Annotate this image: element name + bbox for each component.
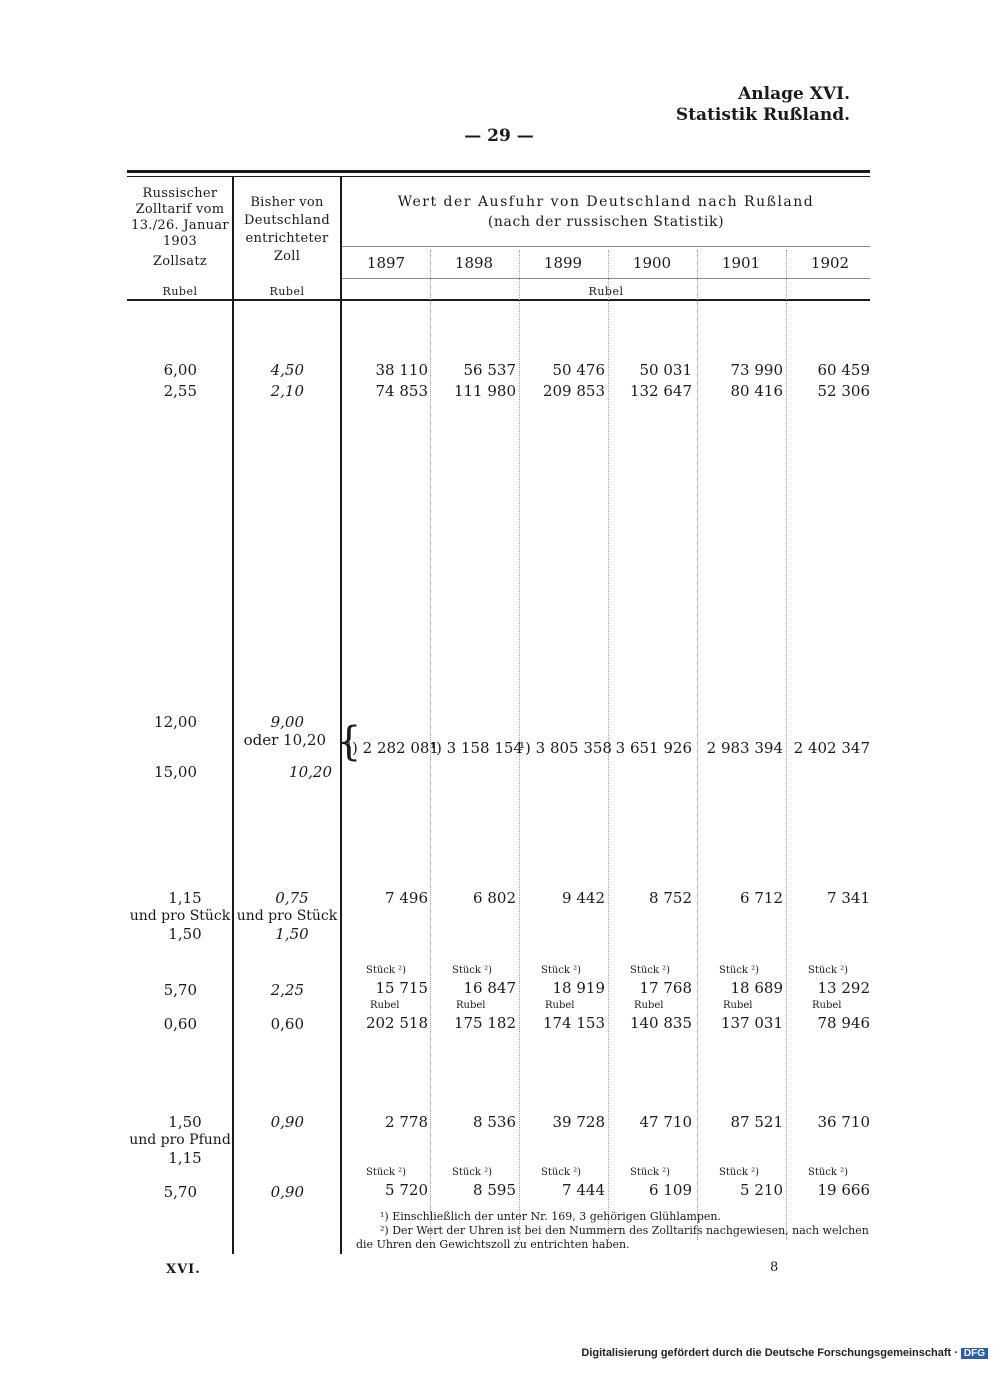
col1-unit: Rubel [162,285,198,298]
unit-label: Rubel [634,1000,664,1011]
value-cell: 18 689 [730,979,783,997]
dfg-credit [581,1347,988,1359]
unit-label: Stück ²) [366,1167,407,1178]
bisher-zoll: 0,90 [270,1113,304,1131]
main-title: Wert der Ausfuhr von Deutschland nach Rußland (nach der russischen Statistik) [397,194,815,230]
zollsatz: 15,00 [154,763,197,781]
value-cell: 6 802 [473,889,516,907]
col2-header: Bisher von Deutschland entrichteter Zoll [244,195,330,264]
footnote-2-continued: die Uhren den Gewichtszoll zu entrichten haben. [356,1238,630,1251]
value-cell: 2 402 347 [793,739,870,757]
value-cell: 209 853 [542,382,605,400]
value-cell: 8 752 [649,889,692,907]
value-cell: 7 341 [827,889,870,907]
bisher-zoll: 0,90 [270,1183,304,1201]
page-number: — 29 — [464,126,534,146]
value-cell: 2 778 [385,1113,428,1131]
value-cell: 87 521 [730,1113,783,1131]
value-cell: 80 416 [730,382,783,400]
value-cell: 13 292 [817,979,870,997]
value-cell: 74 853 [375,382,428,400]
unit-label: Stück ²) [630,1167,671,1178]
zollsatz: 2,55 [163,382,197,400]
dfg-logo: DFG [961,1348,988,1359]
year-1901: 1901 [721,254,761,272]
value-cell: 17 768 [639,979,692,997]
value-cell: 175 182 [453,1014,516,1032]
value-cell: 132 647 [629,382,692,400]
value-cell: 38 110 [375,361,428,379]
value-cell: 52 306 [817,382,870,400]
zollsatz: 5,70 [163,1183,197,1201]
value-cell: 78 946 [817,1014,870,1032]
value-cell: 60 459 [817,361,870,379]
value-cell: 7 444 [562,1181,605,1199]
unit-label: Stück ²) [452,965,493,976]
value-cell: 73 990 [730,361,783,379]
zollsatz: 0,60 [163,1015,197,1033]
unit-label: Rubel [723,1000,753,1011]
unit-label: Stück ²) [452,1167,493,1178]
dfg-credit-text: Digitalisierung gefördert durch die Deutsche Forschungsgemeinschaft · [581,1347,958,1359]
value-cell: 15 715 [375,979,428,997]
unit-label: Rubel [370,1000,400,1011]
zollsatz: 5,70 [163,981,197,999]
value-cell: 39 728 [552,1113,605,1131]
sheet-number: 8 [770,1260,779,1275]
unit-label: Stück ²) [541,1167,582,1178]
value-cell: 56 537 [463,361,516,379]
bisher-zoll-extra: oder 10,20 [243,731,326,749]
col2-unit: Rubel [269,285,305,298]
value-cell: 9 442 [562,889,605,907]
unit-label: Stück ²) [541,965,582,976]
value-cell: 5 720 [385,1181,428,1199]
value-cell: ¹) 2 282 081 [346,739,439,757]
unit-label: Stück ²) [808,1167,849,1178]
bisher-zoll: 0,60 [270,1015,304,1033]
footnote-1: ¹) Einschließlich der unter Nr. 169, 3 gehörigen Glühlampen. [380,1210,721,1223]
bisher-zoll: 2,25 [270,981,304,999]
header-bottom-rule [127,299,870,301]
zollsatz: 12,00 [154,713,197,731]
years-bottom-rule [342,278,870,279]
value-cell: 19 666 [817,1181,870,1199]
value-cell: 8 536 [473,1113,516,1131]
unit-label: Rubel [812,1000,842,1011]
col1-header: Russischer Zolltarif vom 13./26. Januar 1903 Zollsatz [131,186,229,269]
brace: { [336,719,362,765]
value-cell: 140 835 [629,1014,692,1032]
year-1900: 1900 [632,254,672,272]
col2-divider [340,176,342,1254]
unit-label: Stück ²) [366,965,407,976]
value-cell: 16 847 [463,979,516,997]
value-cell: 36 710 [817,1113,870,1131]
unit-label: Stück ²) [719,965,760,976]
year-1897: 1897 [366,254,406,272]
year-1899: 1899 [543,254,583,272]
value-cell: 3 651 926 [615,739,692,757]
top-double-rule [127,170,870,173]
value-cell: 6 109 [649,1181,692,1199]
main-unit: Rubel [588,285,624,298]
value-cell: 50 031 [639,361,692,379]
value-cell: 7 496 [385,889,428,907]
bisher-zoll: 9,00 [270,713,304,731]
bisher-zoll: 2,10 [270,382,304,400]
value-cell: 5 210 [740,1181,783,1199]
bisher-zoll: 4,50 [270,361,304,379]
unit-label: Rubel [456,1000,486,1011]
value-cell: 8 595 [473,1181,516,1199]
value-cell: 202 518 [365,1014,428,1032]
value-cell: ¹) 3 805 358 [519,739,612,757]
zollsatz: 1,50 und pro Pfund 1,15 [129,1113,231,1167]
unit-label: Stück ²) [808,965,849,976]
signature-mark: XVI. [166,1262,201,1277]
annex-heading [676,84,850,126]
value-cell: 6 712 [740,889,783,907]
annex-label: Anlage XVI. [738,84,850,104]
value-cell: ¹) 3 158 154 [430,739,523,757]
value-cell: 174 153 [542,1014,605,1032]
bisher-zoll: 10,20 [289,763,332,781]
bisher-zoll: 0,75 und pro Stück 1,50 [236,889,338,943]
value-cell: 137 031 [720,1014,783,1032]
zollsatz: 1,15 und pro Stück 1,50 [129,889,231,943]
value-cell: 2 983 394 [706,739,783,757]
top-thin-rule [127,176,870,177]
footnote-2: ²) Der Wert der Uhren ist bei den Nummern des Zolltarifs nachgewiesen, nach welchen [380,1224,869,1237]
zollsatz: 6,00 [163,361,197,379]
statistics-label: Statistik Rußland. [675,105,850,125]
year-1898: 1898 [454,254,494,272]
value-cell: 47 710 [639,1113,692,1131]
unit-label: Stück ²) [719,1167,760,1178]
value-cell: 50 476 [552,361,605,379]
years-top-rule [342,246,870,247]
year-1902: 1902 [810,254,850,272]
value-cell: 18 919 [552,979,605,997]
unit-label: Stück ²) [630,965,671,976]
unit-label: Rubel [545,1000,575,1011]
value-cell: 111 980 [453,382,516,400]
